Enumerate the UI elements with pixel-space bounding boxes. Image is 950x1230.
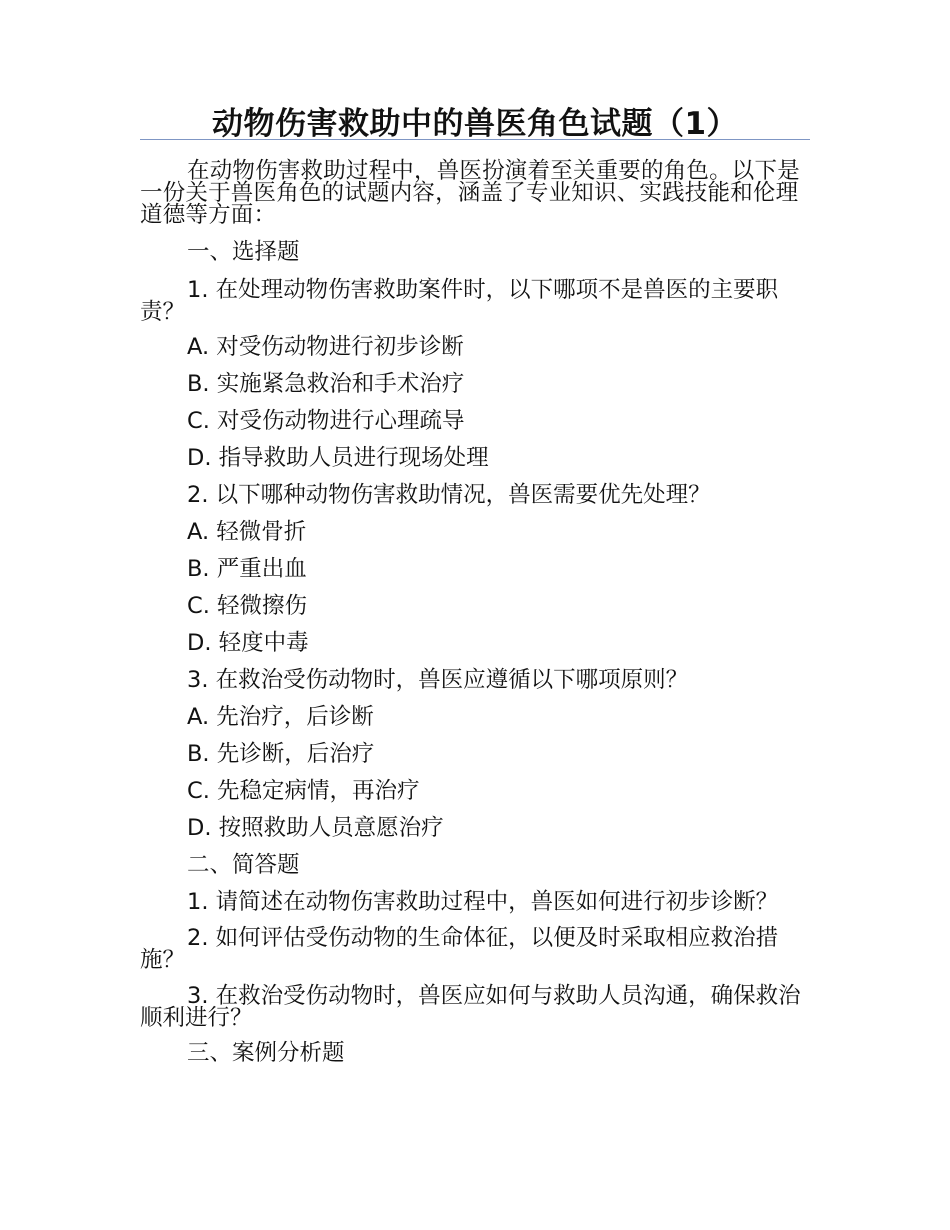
section-heading-case-analysis: 三、案例分析题 — [187, 1040, 345, 1066]
option-q1-d: D. 指导救助人员进行现场处理 — [187, 445, 489, 471]
option-q1-b: B. 实施紧急救治和手术治疗 — [187, 371, 465, 397]
question-choice-2: 2. 以下哪种动物伤害救助情况，兽医需要优先处理？ — [187, 482, 711, 508]
section-heading-choice: 一、选择题 — [187, 239, 300, 265]
option-q3-a: A. 先治疗，后诊断 — [187, 704, 374, 730]
question-short-1: 1. 请简述在动物伤害救助过程中，兽医如何进行初步诊断？ — [187, 889, 779, 915]
document-title: 动物伤害救助中的兽医角色试题（1） — [211, 106, 739, 142]
option-q2-b: B. 严重出血 — [187, 556, 307, 582]
question-choice-1: 1. 在处理动物伤害救助案件时，以下哪项不是兽医的主要职责？ — [140, 277, 779, 325]
option-q1-a: A. 对受伤动物进行初步诊断 — [187, 334, 464, 360]
option-q3-c: C. 先稳定病情，再治疗 — [187, 778, 420, 804]
option-q1-c: C. 对受伤动物进行心理疏导 — [187, 408, 465, 434]
question-short-3: 3. 在救治受伤动物时，兽医应如何与救助人员沟通，确保救治顺利进行？ — [140, 983, 801, 1031]
option-q2-d: D. 轻度中毒 — [187, 630, 309, 656]
option-q3-b: B. 先诊断，后治疗 — [187, 741, 375, 767]
document-page — [140, 100, 810, 1072]
option-q2-a: A. 轻微骨折 — [187, 519, 307, 545]
question-short-2: 2. 如何评估受伤动物的生命体征，以便及时采取相应救治措施？ — [140, 925, 779, 973]
intro-paragraph: 在动物伤害救助过程中，兽医扮演着至关重要的角色。以下是一份关于兽医角色的试题内容，涵盖了专业知识、实践技能和伦理道德等方面： — [140, 158, 800, 228]
option-q3-d: D. 按照救助人员意愿治疗 — [187, 815, 444, 841]
section-heading-short-answer: 二、简答题 — [187, 852, 300, 878]
question-choice-3: 3. 在救治受伤动物时，兽医应遵循以下哪项原则？ — [187, 667, 689, 693]
option-q2-c: C. 轻微擦伤 — [187, 593, 308, 619]
